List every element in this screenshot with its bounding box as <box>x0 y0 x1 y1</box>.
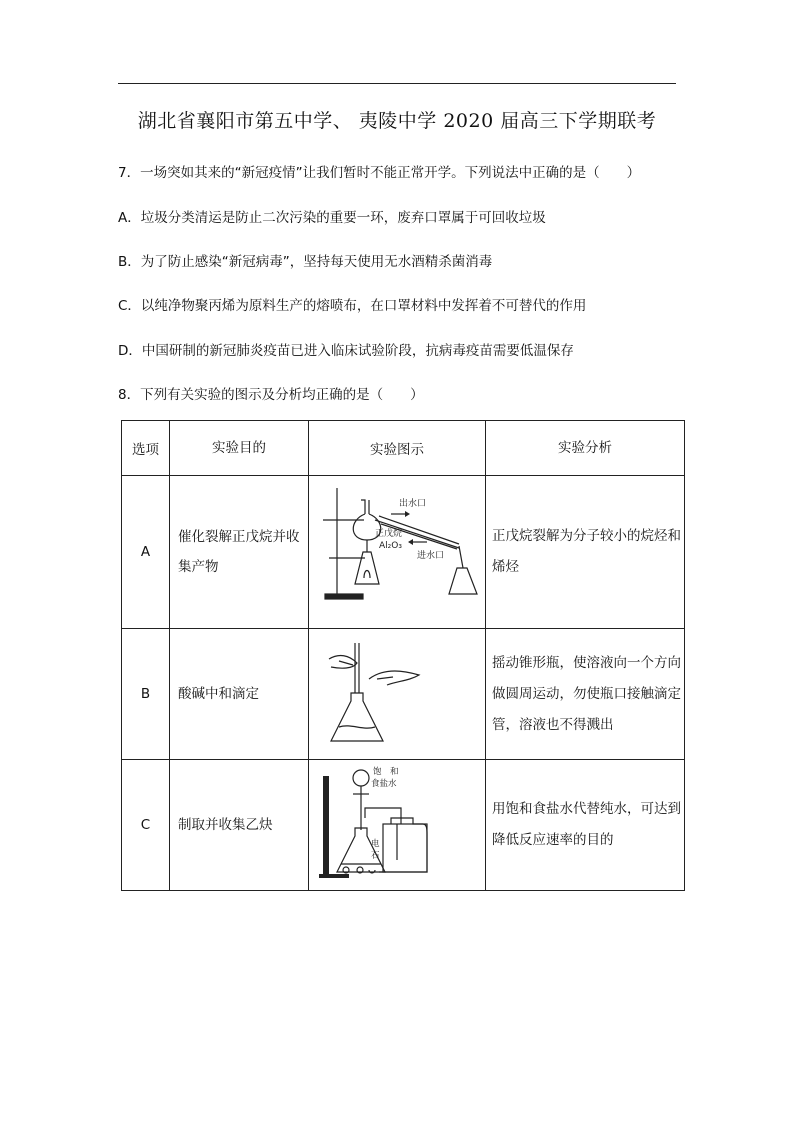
label-carbide-line2: 石 <box>371 851 380 861</box>
label-brine-line2: 食盐水 <box>371 779 397 789</box>
header-rule <box>118 83 676 84</box>
table-header-row <box>122 421 685 476</box>
label-carbide-line1: 电 <box>371 839 380 849</box>
label-water-outlet: 出水口 <box>399 499 427 509</box>
row-b-analysis: 摇动锥形瓶，使溶液向一个方向做圆周运动，勿使瓶口接触滴定管，溶液也不得溅出 <box>486 629 685 760</box>
page-title: 湖北省襄阳市第五中学、 夷陵中学 2020 届高三下学期联考 <box>137 110 657 132</box>
experiment-table <box>121 420 685 891</box>
question-7-option-b: B．为了防止感染“新冠病毒”，坚持每天使用无水酒精杀菌消毒 <box>118 254 493 270</box>
header-diagram: 实验图示 <box>309 421 486 476</box>
table-row <box>122 476 685 629</box>
table-row <box>122 629 685 760</box>
label-water-inlet: 进水口 <box>417 551 445 561</box>
acetylene-apparatus-diagram <box>309 760 485 886</box>
label-catalyst: Al₂O₃ <box>379 541 402 551</box>
question-7-option-d: D．中国研制的新冠肺炎疫苗已进入临床试验阶段，抗病毒疫苗需要低温保存 <box>118 343 574 359</box>
header-analysis: 实验分析 <box>486 421 685 476</box>
table-row <box>122 760 685 891</box>
question-8-stem: 8．下列有关实验的图示及分析均正确的是（ ） <box>118 387 424 403</box>
header-option: 选项 <box>122 421 170 476</box>
label-pentane: 正戊烷 <box>375 529 403 539</box>
row-b-diagram <box>309 629 486 760</box>
cracking-apparatus-diagram <box>309 476 485 624</box>
row-c-diagram <box>309 760 486 891</box>
row-a-option: A <box>122 476 170 629</box>
row-c-purpose: 制取并收集乙炔 <box>170 760 309 891</box>
titration-diagram <box>309 629 485 755</box>
question-7-option-c: C．以纯净物聚丙烯为原料生产的熔喷布，在口罩材料中发挥着不可替代的作用 <box>118 298 587 314</box>
row-b-option: B <box>122 629 170 760</box>
row-a-purpose: 催化裂解正戊烷并收集产物 <box>170 476 309 629</box>
row-a-analysis: 正戊烷裂解为分子较小的烷烃和烯烃 <box>486 476 685 629</box>
header-purpose: 实验目的 <box>170 421 309 476</box>
row-c-option: C <box>122 760 170 891</box>
question-7-stem: 7．一场突如其来的“新冠疫情”让我们暂时不能正常开学。下列说法中正确的是（ ） <box>118 165 641 181</box>
row-a-diagram <box>309 476 486 629</box>
row-b-purpose: 酸碱中和滴定 <box>170 629 309 760</box>
label-brine-line1: 饱 和 <box>373 767 399 777</box>
question-7-option-a: A．垃圾分类清运是防止二次污染的重要一环，废弃口罩属于可回收垃圾 <box>118 210 546 226</box>
row-c-analysis: 用饱和食盐水代替纯水，可达到降低反应速率的目的 <box>486 760 685 891</box>
